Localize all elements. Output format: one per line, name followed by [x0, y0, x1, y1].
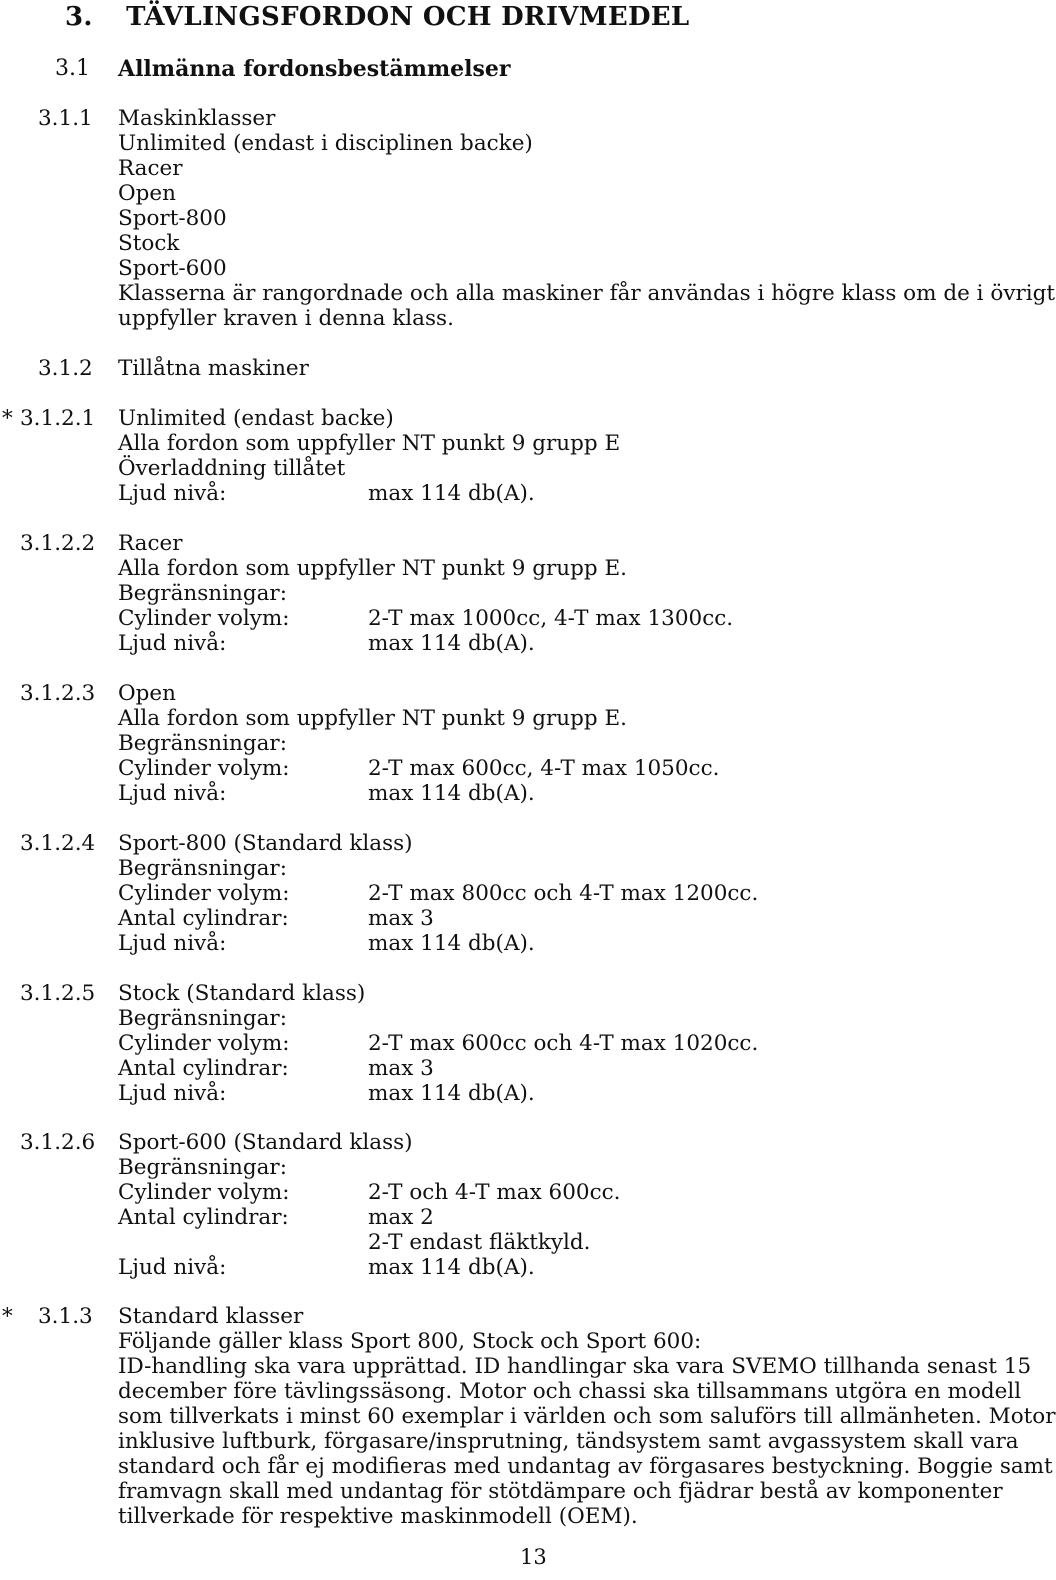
cylinder-label: Cylinder volym:: [118, 1180, 290, 1205]
sound-value: max 114 db(A).: [368, 781, 535, 806]
cylinder-row: [118, 756, 948, 781]
sound-row: [118, 1255, 948, 1280]
section-number: 3.1.2.1: [20, 406, 96, 431]
sound-value: max 114 db(A).: [368, 631, 535, 656]
cylinder-count-label: Antal cylindrar:: [118, 906, 289, 931]
section-number: 3.1.2.2: [20, 531, 96, 556]
paragraph-line: som tillverkats i minst 60 exemplar i världen och som saluförs till allmänheten. Motor: [118, 1404, 1056, 1429]
sound-value: max 114 db(A).: [368, 1081, 535, 1106]
paragraph-line: tillverkade för respektive maskinmodell (OEM).: [118, 1504, 638, 1529]
class-item: Unlimited (endast i disciplinen backe): [118, 131, 533, 156]
section-number: 3.1.2: [38, 356, 93, 381]
limits-label: Begränsningar:: [118, 581, 287, 606]
chapter-title: TÄVLINGSFORDON OCH DRIVMEDEL: [126, 2, 690, 32]
class-note: uppfyller kraven i denna klass.: [118, 306, 454, 331]
sound-label: Ljud nivå:: [118, 631, 227, 656]
sound-label: Ljud nivå:: [118, 1255, 227, 1280]
paragraph-line: ID-handling ska vara upprättad. ID handlingar ska vara SVEMO tillhanda senast 15: [118, 1354, 1032, 1379]
cylinder-count-value: max 3: [368, 906, 434, 931]
chapter-heading: [65, 2, 690, 32]
cylinder-count-value: max 3: [368, 1056, 434, 1081]
paragraph-line: december före tävlingssäsong. Motor och chassi ska tillsammans utgöra en modell: [118, 1379, 1022, 1404]
paragraph-line: standard och får ej modifieras med undantag av förgasares bestyckning. Boggie samt: [118, 1454, 1053, 1479]
cylinder-row: [118, 606, 948, 631]
section-number: 3.1.2.5: [20, 981, 96, 1006]
cylinder-label: Cylinder volym:: [118, 756, 290, 781]
change-marker: *: [2, 1304, 13, 1329]
cooling-value: 2-T endast fläktkyld.: [368, 1230, 591, 1255]
section-title: Unlimited (endast backe): [118, 406, 394, 431]
cylinder-value: 2-T max 800cc och 4-T max 1200cc.: [368, 881, 759, 906]
cylinder-count-value: max 2: [368, 1205, 434, 1230]
cylinder-value: 2-T max 600cc, 4-T max 1050cc.: [368, 756, 720, 781]
section-number: 3.1.1: [38, 106, 93, 131]
cylinder-label: Cylinder volym:: [118, 1031, 290, 1056]
cylinder-count-row: [118, 906, 948, 931]
cylinder-value: 2-T max 600cc och 4-T max 1020cc.: [368, 1031, 759, 1056]
section-number: 3.1.2.6: [20, 1130, 96, 1155]
sound-row: [118, 781, 948, 806]
class-item: Open: [118, 181, 176, 206]
limits-label: Begränsningar:: [118, 731, 287, 756]
class-item: Racer: [118, 156, 183, 181]
text-line: Alla fordon som uppfyller NT punkt 9 grupp E.: [118, 706, 627, 731]
sound-label: Ljud nivå:: [118, 931, 227, 956]
section-title: Allmänna fordonsbestämmelser: [118, 56, 511, 82]
cylinder-label: Cylinder volym:: [118, 606, 290, 631]
cylinder-label: Cylinder volym:: [118, 881, 290, 906]
sound-row: [118, 481, 948, 506]
limits-label: Begränsningar:: [118, 1006, 287, 1031]
section-number: 3.1.3: [38, 1304, 93, 1329]
class-item: Sport-600: [118, 256, 227, 281]
section-title: Tillåtna maskiner: [118, 356, 309, 381]
section-number: 3.1.2.3: [20, 681, 96, 706]
text-line: Alla fordon som uppfyller NT punkt 9 grupp E.: [118, 556, 627, 581]
class-note: Klasserna är rangordnade och alla maskiner får användas i högre klass om de i övrigt: [118, 281, 1056, 306]
text-line: Överladdning tillåtet: [118, 456, 346, 481]
section-title: Maskinklasser: [118, 106, 276, 131]
text-line: Följande gäller klass Sport 800, Stock och Sport 600:: [118, 1329, 702, 1354]
section-number: 3.1: [55, 56, 90, 81]
text-line: Alla fordon som uppfyller NT punkt 9 grupp E: [118, 431, 621, 456]
cylinder-count-row: [118, 1056, 948, 1081]
section-title: Sport-800 (Standard klass): [118, 831, 413, 856]
sound-row: [118, 931, 948, 956]
sound-value: max 114 db(A).: [368, 1255, 535, 1280]
sound-row: [118, 631, 948, 656]
limits-label: Begränsningar:: [118, 856, 287, 881]
paragraph-line: framvagn skall med undantag för stötdämpare och fjädrar bestå av komponenter: [118, 1479, 1003, 1504]
cylinder-count-label: Antal cylindrar:: [118, 1205, 289, 1230]
section-number: 3.1.2.4: [20, 831, 96, 856]
page-number: 13: [520, 1545, 547, 1569]
sound-label: Ljud nivå:: [118, 781, 227, 806]
sound-row: [118, 1081, 948, 1106]
sound-value: max 114 db(A).: [368, 931, 535, 956]
sound-value: max 114 db(A).: [368, 481, 535, 506]
section-title: Open: [118, 681, 176, 706]
paragraph-line: inklusive luftburk, förgasare/insprutning, tändsystem samt avgassystem skall vara: [118, 1429, 1019, 1454]
cylinder-row: [118, 1031, 948, 1056]
section-title: Racer: [118, 531, 183, 556]
class-item: Sport-800: [118, 206, 227, 231]
cylinder-value: 2-T max 1000cc, 4-T max 1300cc.: [368, 606, 734, 631]
class-item: Stock: [118, 231, 180, 256]
section-heading-3-1: [55, 56, 511, 82]
cylinder-count-row: [118, 1205, 948, 1230]
cylinder-count-label: Antal cylindrar:: [118, 1056, 289, 1081]
cooling-row: [118, 1230, 948, 1255]
cylinder-row: [118, 1180, 948, 1205]
change-marker: *: [2, 406, 13, 431]
chapter-number: 3.: [65, 2, 93, 32]
sound-label: Ljud nivå:: [118, 481, 227, 506]
sound-label: Ljud nivå:: [118, 1081, 227, 1106]
cylinder-row: [118, 881, 948, 906]
section-title: Stock (Standard klass): [118, 981, 366, 1006]
cylinder-value: 2-T och 4-T max 600cc.: [368, 1180, 621, 1205]
section-title: Standard klasser: [118, 1304, 304, 1329]
limits-label: Begränsningar:: [118, 1155, 287, 1180]
section-title: Sport-600 (Standard klass): [118, 1130, 413, 1155]
